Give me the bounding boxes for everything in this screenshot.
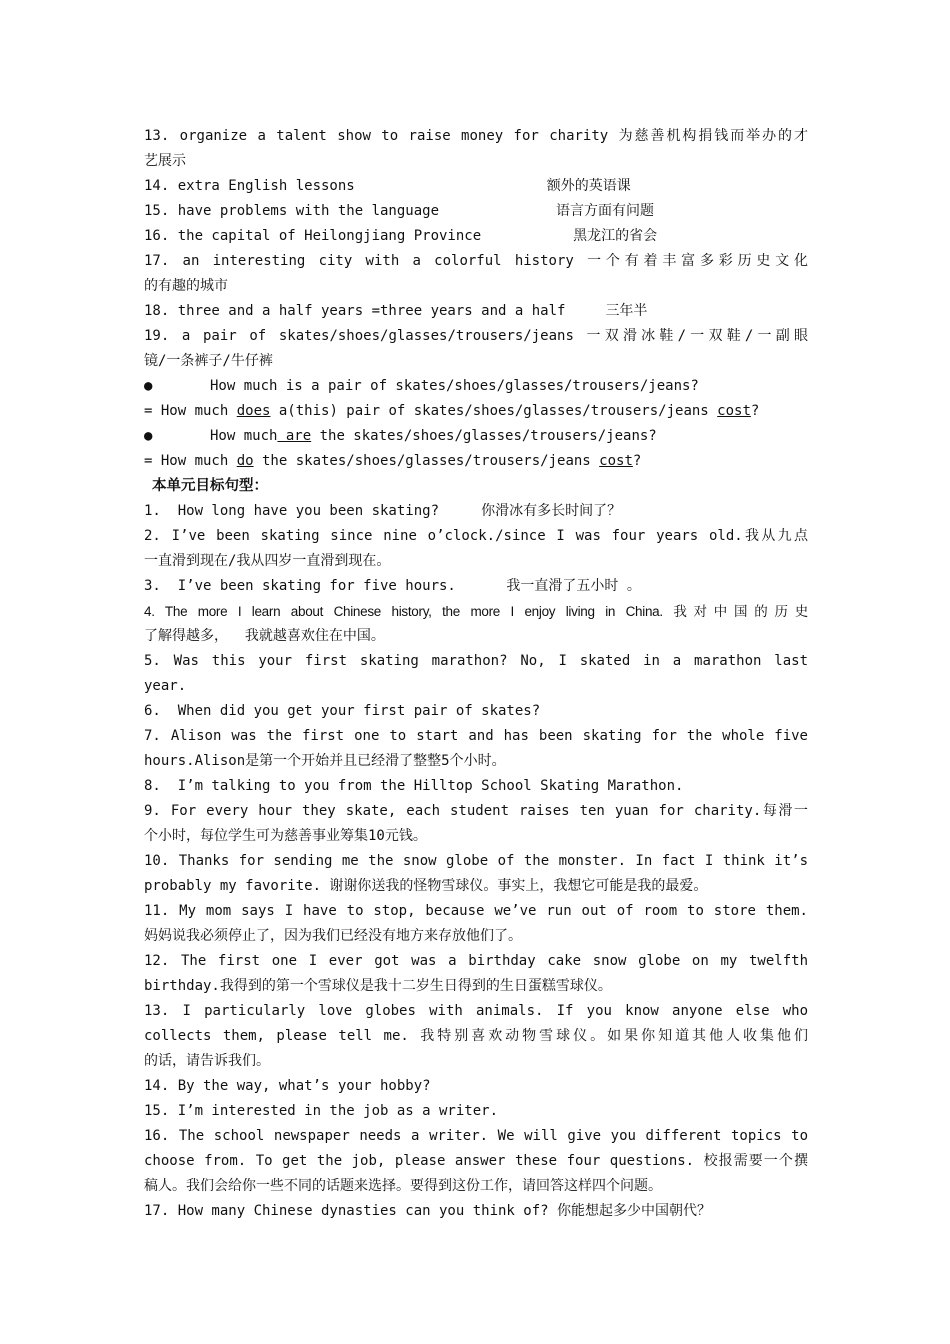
sentence-line: 个小时，每位学生可为慈善事业筹集10元钱。 — [144, 828, 427, 844]
sentence-line: 10. Thanks for sending me the snow globe of the monster. In fact I think it’s — [144, 853, 808, 869]
sentence-line: probably my favorite. 谢谢你送我的怪物雪球仪。事实上，我想它可能是我的最爱。 — [144, 878, 708, 894]
sentence-line: hours.Alison是第一个开始并且已经滑了整整5个小时。 — [144, 753, 506, 769]
sentence-line: 6. When did you get your first pair of skates? — [144, 703, 541, 719]
sentence-line: 9. For every hour they skate, each student raises ten yuan for charity.每滑一 — [144, 803, 808, 819]
sentence-line: 12. The first one I ever got was a birthday cake snow globe on my twelfth — [144, 953, 808, 969]
sentence-line: 了解得越多， 我就越喜欢住在中国。 — [144, 628, 385, 644]
vocab-item: 13. organize a talent show to raise money for charity 为慈善机构捐钱而举办的才 — [144, 128, 808, 144]
sentence-line: 5. Was this your first skating marathon? No, I skated in a marathon last — [144, 653, 808, 669]
sentence-line: 的话，请告诉我们。 — [144, 1053, 270, 1069]
vocab-item: 18. three and a half years =three years and a half 三年半 — [144, 303, 648, 319]
sentence-line: collects them, please tell me. 我特别喜欢动物雪球仪。如果你知道其他人收集他们 — [144, 1028, 808, 1044]
vocab-item: 15. have problems with the language 语言方面有问题 — [144, 203, 655, 219]
sentence-line: 1. How long have you been skating? 你滑冰有多长时间了？ — [144, 503, 622, 519]
sentence-line: 16. The school newspaper needs a writer. We will give you different topics to — [144, 1128, 808, 1144]
sentence-line: 14. By the way, what’s your hobby? — [144, 1078, 431, 1094]
bullet-item: ● How much are the skates/shoes/glasses/trousers/jeans? — [144, 424, 808, 449]
vocab-item-continued: 镜/一条裤子/牛仔裤 — [144, 353, 273, 369]
sentence-line: 11. My mom says I have to stop, because we’ve run out of room to store them. — [144, 903, 808, 919]
sentence-line: 17. How many Chinese dynasties can you think of? 你能想起多少中国朝代？ — [144, 1203, 712, 1219]
sentence-line: 4. The more I learn about Chinese history, the more I enjoy living in China. 我对中国的历史 — [144, 604, 808, 619]
sentence-line: birthday.我得到的第一个雪球仪是我十二岁生日得到的生日蛋糕雪球仪。 — [144, 978, 612, 994]
vocab-item: 17. an interesting city with a colorful history 一个有着丰富多彩历史文化 — [144, 253, 808, 269]
bullet-icon: ● — [144, 378, 153, 394]
sentence-line: 稿人。我们会给你一些不同的话题来选择。要得到这份工作，请回答这样四个问题。 — [144, 1178, 662, 1194]
vocab-item: 19. a pair of skates/shoes/glasses/trousers/jeans 一双滑冰鞋/一双鞋/一副眼 — [144, 328, 808, 344]
sentence-line: 妈妈说我必须停止了，因为我们已经没有地方来存放他们了。 — [144, 928, 522, 944]
sentence-line: 3. I’ve been skating for five hours. 我一直滑了五小时 。 — [144, 578, 641, 594]
document-page — [144, 124, 808, 1224]
sentence-line: 2. I’ve been skating since nine o’clock./since I was four years old.我从九点 — [144, 528, 808, 544]
bullet-icon: ● — [144, 428, 153, 444]
sentence-line: 7. Alison was the first one to start and has been skating for the whole five — [144, 728, 808, 744]
sentence-line: 8. I’m talking to you from the Hilltop School Skating Marathon. — [144, 778, 684, 794]
section-heading: 本单元目标句型： — [152, 478, 268, 494]
vocab-item-continued: 的有趣的城市 — [144, 278, 228, 294]
equivalent-sentence: = How much does a(this) pair of skates/shoes/glasses/trousers/jeans cost? — [144, 403, 760, 419]
vocab-item-continued: 艺展示 — [144, 153, 186, 169]
sentence-line: year. — [144, 678, 187, 694]
vocab-item: 14. extra English lessons 额外的英语课 — [144, 178, 631, 194]
sentence-line: 13. I particularly love globes with animals. If you know anyone else who — [144, 1003, 808, 1019]
sentence-line: 一直滑到现在/我从四岁一直滑到现在。 — [144, 553, 391, 569]
sentence-line: choose from. To get the job, please answer these four questions. 校报需要一个撰 — [144, 1153, 808, 1169]
bullet-item: ● How much is a pair of skates/shoes/glasses/trousers/jeans? — [144, 374, 808, 399]
equivalent-sentence: = How much do the skates/shoes/glasses/trousers/jeans cost? — [144, 453, 642, 469]
sentence-line: 15. I’m interested in the job as a writer. — [144, 1103, 499, 1119]
vocab-item: 16. the capital of Heilongjiang Province 黑龙江的省会 — [144, 228, 658, 244]
